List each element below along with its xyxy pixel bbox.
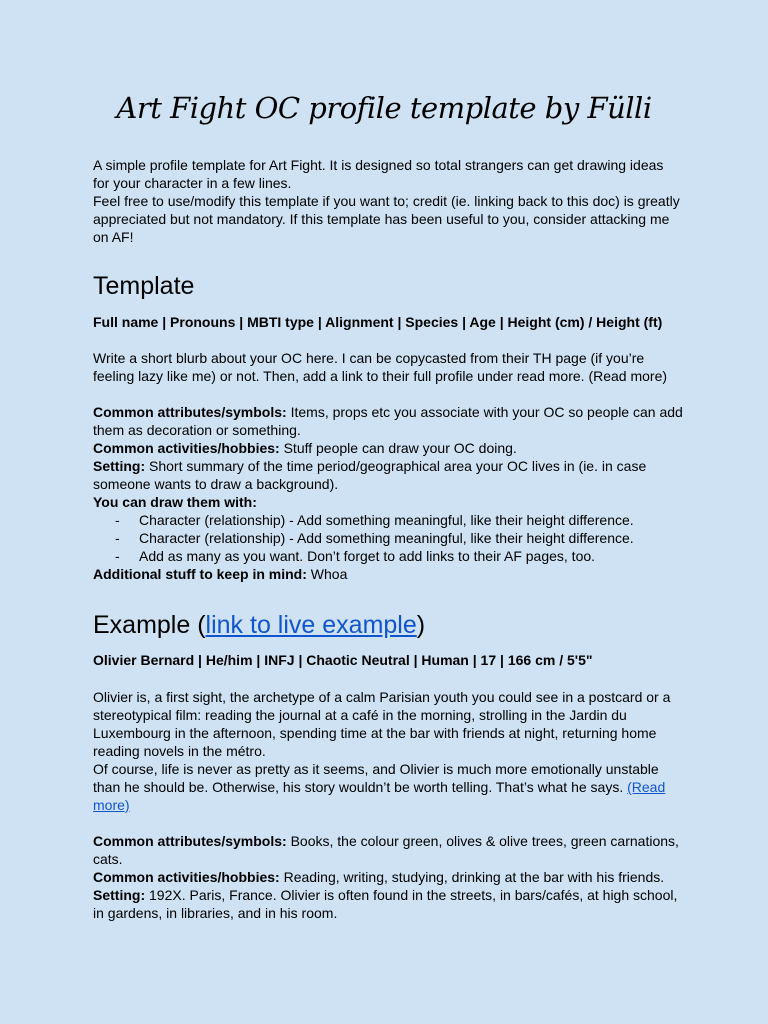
template-activities-text: Stuff people can draw your OC doing. (279, 440, 517, 456)
intro-section (93, 156, 683, 246)
list-item-text: Character (relationship) - Add something meaningful, like their height difference. (139, 530, 634, 546)
template-additional-label: Additional stuff to keep in mind: (93, 566, 307, 582)
example-setting (93, 886, 683, 922)
example-setting-label: Setting: (93, 887, 146, 903)
example-activities-label: Common activities/hobbies: (93, 869, 280, 885)
example-fields-line: Olivier Bernard | He/him | INFJ | Chaotic Neutral | Human | 17 | 166 cm / 5'5" (93, 652, 593, 668)
template-section (93, 313, 683, 583)
template-section-header (93, 271, 683, 301)
example-paragraph-1: Olivier is, a first sight, the archetype of a calm Parisian youth you could see in a postcard or a stereotypical film: reading the journal at a café in the morning, strolling in the Jardin du Luxembourg in the afternoon, spending time at the bar with friends at night, returning home reading novels in the métro. (93, 689, 671, 759)
list-item-text: Add as many as you want. Don’t forget to add links to their AF pages, too. (139, 548, 596, 564)
template-draw-with-label: You can draw them with: (93, 494, 257, 510)
dash-bullet-icon: - (115, 512, 120, 528)
example-activities (93, 868, 683, 886)
example-section (93, 651, 683, 922)
example-paragraph-2-text: Of course, life is never as pretty as it seems, and Olivier is much more emotionally unstable than he should be. Otherwise, his story wouldn’t be worth telling. That’s what he says. (93, 761, 659, 795)
template-additional-text: Whoa (306, 566, 348, 582)
dash-bullet-icon: - (115, 548, 120, 564)
example-paragraph-2 (93, 760, 683, 814)
example-heading-prefix: Example ( (93, 611, 206, 639)
example-attributes (93, 832, 683, 868)
template-activities-label: Common activities/hobbies: (93, 440, 280, 456)
example-heading (93, 610, 683, 640)
example-heading-suffix: ) (416, 611, 426, 639)
template-setting (93, 457, 683, 493)
template-blurb: Write a short blurb about your OC here. I can be copycasted from their TH page (if you’re feeling lazy like me) or not. Then, add a link to their full profile under read more. (Read more) (93, 350, 668, 384)
template-draw-with-list (93, 511, 683, 565)
list-item (93, 511, 683, 529)
example-activities-text: Reading, writing, studying, drinking at the bar with his friends. (279, 869, 665, 885)
template-fields-line: Full name | Pronouns | MBTI type | Alignment | Species | Age | Height (cm) / Height (ft) (93, 314, 663, 330)
list-item (93, 547, 683, 565)
template-attributes-label: Common attributes/symbols: (93, 404, 287, 420)
intro-paragraph-2: Feel free to use/modify this template if you want to; credit (ie. linking back to this doc) is greatly appreciated but not mandatory. If this template has been useful to you, consider attacking me on AF! (93, 193, 680, 245)
example-attributes-label: Common attributes/symbols: (93, 833, 287, 849)
read-more-link[interactable]: (Read more) (93, 779, 666, 813)
template-activities (93, 439, 683, 457)
example-attributes-text: Books, the colour green, olives & olive trees, green carnations, cats. (93, 833, 679, 867)
dash-bullet-icon: - (115, 530, 120, 546)
template-attributes-text: Items, props etc you associate with your OC so people can add them as decoration or something. (93, 404, 683, 438)
intro-paragraph-1: A simple profile template for Art Fight. It is designed so total strangers can get drawing ideas for your character in a few lines. (93, 157, 664, 191)
template-setting-text: Short summary of the time period/geographical area your OC lives in (ie. in case someone wants to draw a background). (93, 458, 647, 492)
document-title: Art Fight OC profile template by Fülli (116, 91, 652, 125)
template-heading: Template (93, 272, 195, 300)
template-attributes (93, 403, 683, 439)
template-additional (93, 565, 683, 583)
list-item (93, 529, 683, 547)
example-setting-text: 192X. Paris, France. Olivier is often found in the streets, in bars/cafés, at high school, in gardens, in libraries, and in his room. (93, 887, 678, 921)
list-item-text: Character (relationship) - Add something meaningful, like their height difference. (139, 512, 634, 528)
live-example-link[interactable]: link to live example (205, 611, 417, 639)
example-section-header (93, 610, 683, 640)
template-setting-label: Setting: (93, 458, 146, 474)
